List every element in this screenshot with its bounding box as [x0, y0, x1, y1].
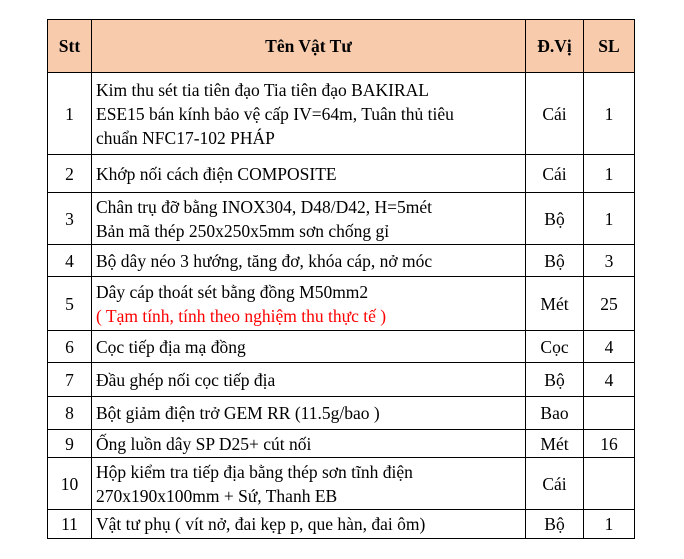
row-unit: Cái [526, 155, 584, 193]
row-name: Vật tư phụ ( vít nở, đai kẹp p, que hàn, đai ôm) [92, 510, 526, 539]
row-qty: 1 [584, 73, 635, 155]
row-name-line: Chân trụ đỡ bằng INOX304, D48/D42, H=5mét [96, 196, 433, 217]
table-row [48, 277, 635, 331]
row-stt: 11 [48, 510, 92, 539]
table-row [48, 397, 635, 430]
row-unit: Mét [526, 430, 584, 458]
row-stt: 2 [48, 155, 92, 193]
header-unit: Đ.Vị [526, 20, 584, 73]
table-row [48, 155, 635, 193]
row-unit: Mét [526, 277, 584, 331]
row-name-line: Kim thu sét tia tiên đạo Tia tiên đạo BAKIRAL [96, 79, 429, 100]
row-stt: 6 [48, 331, 92, 363]
row-name [92, 193, 526, 245]
row-name: Đầu ghép nối cọc tiếp địa [92, 363, 526, 397]
header-stt: Stt [48, 20, 92, 73]
row-name: Ống luồn dây SP D25+ cút nối [92, 430, 526, 458]
row-name: Cọc tiếp địa mạ đồng [92, 331, 526, 363]
table-row [48, 73, 635, 155]
row-name: Bột giảm điện trở GEM RR (11.5g/bao ) [92, 397, 526, 430]
row-qty: 4 [584, 363, 635, 397]
row-name [92, 458, 526, 510]
row-stt: 5 [48, 277, 92, 331]
row-stt: 10 [48, 458, 92, 510]
row-qty: 4 [584, 331, 635, 363]
row-name-line: 270x190x100mm + Sứ, Thanh EB [96, 485, 338, 506]
row-unit: Bộ [526, 193, 584, 245]
materials-table [47, 19, 635, 539]
row-qty: 1 [584, 155, 635, 193]
row-name-line: Hộp kiểm tra tiếp địa bằng thép sơn tĩnh điện [96, 461, 413, 482]
row-name [92, 73, 526, 155]
row-stt: 8 [48, 397, 92, 430]
row-stt: 4 [48, 245, 92, 277]
row-name: Khớp nối cách điện COMPOSITE [92, 155, 526, 193]
row-name [92, 277, 526, 331]
row-qty: 3 [584, 245, 635, 277]
row-qty: 25 [584, 277, 635, 331]
table-row [48, 458, 635, 510]
row-qty [584, 458, 635, 510]
row-qty [584, 397, 635, 430]
row-unit: Bộ [526, 510, 584, 539]
header-row [48, 20, 635, 73]
table-row [48, 193, 635, 245]
row-stt: 9 [48, 430, 92, 458]
row-name-line: Dây cáp thoát sét bằng đồng M50mm2 [96, 281, 369, 302]
row-unit: Bao [526, 397, 584, 430]
table-header [48, 20, 635, 73]
row-unit: Cọc [526, 331, 584, 363]
row-stt: 3 [48, 193, 92, 245]
row-unit: Bộ [526, 363, 584, 397]
row-unit: Cái [526, 458, 584, 510]
row-name-line: Bản mã thép 250x250x5mm sơn chống gỉ [96, 220, 390, 241]
header-qty: SL [584, 20, 635, 73]
row-name: Bộ dây néo 3 hướng, tăng đơ, khóa cáp, nở móc [92, 245, 526, 277]
table-row [48, 510, 635, 539]
row-qty: 1 [584, 193, 635, 245]
header-name: Tên Vật Tư [92, 20, 526, 73]
row-name-line: chuẩn NFC17-102 PHÁP [96, 127, 275, 148]
materials-table-wrapper [47, 19, 634, 539]
row-note: ( Tạm tính, tính theo nghiệm thu thực tế ) [96, 305, 387, 326]
table-row [48, 363, 635, 397]
row-stt: 1 [48, 73, 92, 155]
row-unit: Cái [526, 73, 584, 155]
table-row [48, 331, 635, 363]
row-stt: 7 [48, 363, 92, 397]
row-unit: Bộ [526, 245, 584, 277]
row-qty: 1 [584, 510, 635, 539]
table-body [48, 73, 635, 539]
row-qty: 16 [584, 430, 635, 458]
table-row [48, 430, 635, 458]
table-row [48, 245, 635, 277]
row-name-line: ESE15 bán kính bảo vệ cấp IV=64m, Tuân thủ tiêu [96, 103, 454, 124]
